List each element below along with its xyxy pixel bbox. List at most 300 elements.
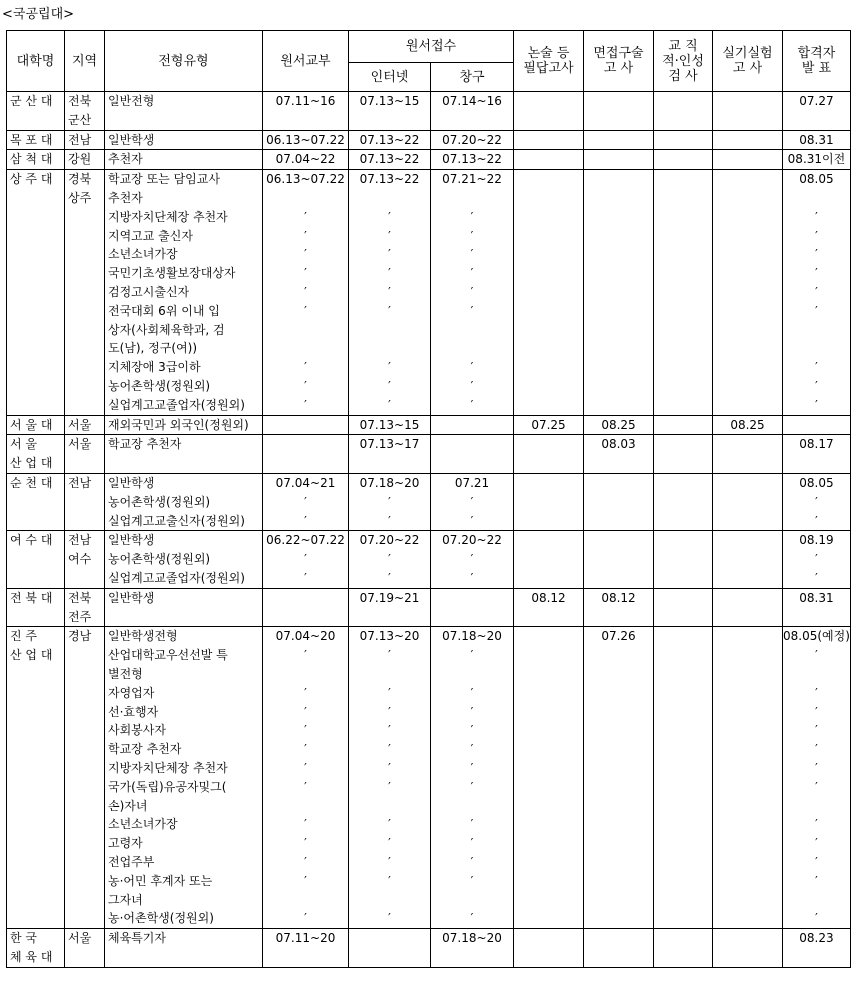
form-date-cell bbox=[263, 627, 349, 929]
cell-line: 농어촌학생(정원외) bbox=[108, 378, 211, 393]
form-date-cell bbox=[263, 92, 349, 131]
cell-line: ′ bbox=[815, 494, 818, 509]
cell-line: 전주 bbox=[68, 609, 92, 624]
essay-date-cell bbox=[514, 150, 584, 170]
cell-line: 08.12 bbox=[531, 590, 566, 605]
internet-date-cell bbox=[349, 92, 431, 131]
type-cell bbox=[105, 130, 263, 150]
cell-line: ′ bbox=[304, 779, 307, 794]
practical-date-cell bbox=[713, 531, 783, 588]
cell-line: ′ bbox=[815, 284, 818, 299]
result-date-cell bbox=[783, 531, 851, 588]
result-date-cell bbox=[783, 929, 851, 968]
internet-date-cell bbox=[349, 531, 431, 588]
type-cell bbox=[105, 415, 263, 435]
cell-line bbox=[783, 665, 850, 684]
cell-line bbox=[263, 797, 348, 816]
aptitude-date-cell bbox=[654, 170, 713, 415]
cell-line: ′ bbox=[304, 854, 307, 869]
cell-line: 07.04~22 bbox=[275, 152, 336, 167]
cell-line: 서울 bbox=[68, 931, 92, 946]
cell-line bbox=[263, 321, 348, 340]
practical-date-cell bbox=[713, 415, 783, 435]
cell-line: 여수 bbox=[68, 552, 92, 567]
cell-line: ′ bbox=[304, 378, 307, 393]
cell-line: 경북 bbox=[68, 172, 92, 187]
cell-line: ′ bbox=[304, 836, 307, 851]
university-cell bbox=[7, 415, 65, 435]
cell-line: 07.21 bbox=[454, 475, 490, 490]
cell-line: 07.13~22 bbox=[442, 152, 502, 167]
table-row bbox=[7, 150, 851, 170]
cell-line: 손)자녀 bbox=[108, 798, 148, 813]
result-date-cell bbox=[783, 627, 851, 929]
window-date-cell bbox=[431, 415, 514, 435]
aptitude-date-cell bbox=[654, 150, 713, 170]
cell-line: ′ bbox=[388, 817, 391, 832]
form-date-cell bbox=[263, 531, 349, 588]
cell-line: 07.27 bbox=[799, 94, 834, 108]
cell-line: ′ bbox=[815, 360, 818, 375]
cell-line: ′ bbox=[388, 854, 391, 869]
header-internet: 인터넷 bbox=[349, 63, 431, 92]
cell-line: ′ bbox=[815, 228, 818, 243]
cell-line: ′ bbox=[470, 817, 474, 832]
cell-line: ′ bbox=[470, 247, 474, 262]
interview-date-cell bbox=[584, 435, 654, 474]
cell-line: 07.11~16 bbox=[275, 94, 336, 108]
aptitude-date-cell bbox=[654, 130, 713, 150]
cell-line: 일반학생 bbox=[108, 533, 155, 548]
cell-line: 소년소녀가장 bbox=[108, 247, 178, 262]
region-cell bbox=[65, 92, 105, 131]
table-row bbox=[7, 473, 851, 530]
cell-line: 07.13~15 bbox=[359, 417, 420, 432]
region-cell bbox=[65, 150, 105, 170]
table-row bbox=[7, 531, 851, 588]
cell-line: ′ bbox=[470, 397, 474, 412]
cell-line: 체육특기자 bbox=[108, 931, 166, 946]
interview-date-cell bbox=[584, 473, 654, 530]
cell-line: ′ bbox=[470, 854, 474, 869]
cell-line: 실업계고교졸업자(정원외) bbox=[108, 397, 245, 412]
cell-line: 도(남), 정구(여)) bbox=[108, 341, 197, 356]
header-form-distribution: 원서교부 bbox=[263, 31, 349, 92]
internet-date-cell bbox=[349, 588, 431, 627]
cell-line: ′ bbox=[470, 284, 474, 299]
cell-line: ′ bbox=[470, 742, 474, 757]
internet-date-cell bbox=[349, 170, 431, 415]
table-row bbox=[7, 170, 851, 415]
cell-line bbox=[349, 321, 430, 340]
cell-line: 전북 bbox=[68, 590, 92, 605]
cell-line: ′ bbox=[388, 570, 391, 585]
essay-date-cell bbox=[514, 130, 584, 150]
essay-date-cell bbox=[514, 531, 584, 588]
university-cell bbox=[7, 627, 65, 929]
cell-line bbox=[431, 339, 513, 358]
cell-line bbox=[349, 797, 430, 816]
cell-line: 07.18~20 bbox=[359, 475, 420, 490]
cell-line: 08.05(예정) bbox=[783, 629, 850, 644]
cell-line: ′ bbox=[304, 228, 307, 243]
cell-line: 07.19~21 bbox=[359, 590, 420, 605]
cell-line: ′ bbox=[304, 704, 307, 719]
cell-line: 07.25 bbox=[531, 417, 566, 432]
cell-line: ′ bbox=[388, 685, 391, 700]
cell-line: ′ bbox=[304, 648, 307, 663]
cell-line: 경남 bbox=[68, 629, 92, 644]
table-row bbox=[7, 435, 851, 474]
cell-line: 06.22~07.22 bbox=[266, 533, 345, 548]
cell-line: ′ bbox=[388, 266, 391, 281]
aptitude-date-cell bbox=[654, 929, 713, 968]
cell-line: 지방자치단체장 추천자 bbox=[108, 760, 228, 775]
cell-line: ′ bbox=[470, 552, 474, 567]
cell-line: 일반학생전형 bbox=[108, 629, 178, 644]
cell-line: ′ bbox=[470, 760, 474, 775]
cell-line: ′ bbox=[304, 873, 307, 888]
practical-date-cell bbox=[713, 435, 783, 474]
cell-line bbox=[349, 665, 430, 684]
cell-line: ′ bbox=[815, 266, 818, 281]
cell-line: 서 울 bbox=[10, 437, 37, 452]
cell-line bbox=[263, 891, 348, 910]
university-cell bbox=[7, 473, 65, 530]
result-date-cell bbox=[783, 130, 851, 150]
window-date-cell bbox=[431, 130, 514, 150]
internet-date-cell bbox=[349, 150, 431, 170]
interview-date-cell bbox=[584, 531, 654, 588]
table-row bbox=[7, 627, 851, 929]
cell-line: ′ bbox=[470, 911, 474, 926]
cell-line: 순 천 대 bbox=[10, 475, 53, 490]
table-row bbox=[7, 130, 851, 150]
cell-line bbox=[431, 891, 513, 910]
cell-line: ′ bbox=[470, 303, 474, 318]
window-date-cell bbox=[431, 92, 514, 131]
aptitude-date-cell bbox=[654, 473, 713, 530]
cell-line: 08.23 bbox=[799, 931, 834, 946]
cell-line: ′ bbox=[304, 911, 307, 926]
header-interview: 면접구술 고 사 bbox=[584, 31, 654, 92]
cell-line: ′ bbox=[304, 266, 307, 281]
cell-line: 국민기초생활보장대상자 bbox=[108, 266, 236, 281]
cell-line: 07.21~22 bbox=[442, 172, 502, 187]
cell-line: ′ bbox=[815, 873, 818, 888]
internet-date-cell bbox=[349, 415, 431, 435]
cell-line: 일반학생 bbox=[108, 475, 155, 490]
aptitude-date-cell bbox=[654, 435, 713, 474]
cell-line bbox=[783, 321, 850, 340]
cell-line: ′ bbox=[388, 360, 391, 375]
cell-line: ′ bbox=[304, 817, 307, 832]
cell-line: ′ bbox=[304, 552, 307, 567]
cell-line: 한 국 bbox=[10, 931, 37, 946]
cell-line: ′ bbox=[815, 854, 818, 869]
cell-line: ′ bbox=[388, 494, 391, 509]
type-cell bbox=[105, 435, 263, 474]
cell-line: ′ bbox=[304, 494, 307, 509]
cell-line: ′ bbox=[470, 836, 474, 851]
practical-date-cell bbox=[713, 170, 783, 415]
cell-line: 07.18~20 bbox=[442, 629, 502, 644]
cell-line: 08.25 bbox=[730, 417, 765, 432]
cell-line bbox=[431, 321, 513, 340]
cell-line: ′ bbox=[815, 742, 818, 757]
admission-schedule-table bbox=[6, 30, 851, 968]
cell-line: 고령자 bbox=[108, 836, 143, 851]
interview-date-cell bbox=[584, 588, 654, 627]
cell-line: ′ bbox=[815, 817, 818, 832]
cell-line: ′ bbox=[815, 378, 818, 393]
interview-date-cell bbox=[584, 627, 654, 929]
region-cell bbox=[65, 531, 105, 588]
cell-line: ′ bbox=[470, 228, 474, 243]
cell-line: 별전형 bbox=[108, 666, 143, 681]
university-cell bbox=[7, 92, 65, 131]
cell-line: 산업대학교우선선발 특 bbox=[108, 648, 228, 663]
header-aptitude: 교 직 적·인성 검 사 bbox=[654, 31, 713, 92]
cell-line: 농·어민 후계자 또는 bbox=[108, 873, 213, 888]
cell-line: ′ bbox=[388, 513, 391, 528]
cell-line: ′ bbox=[815, 648, 818, 663]
type-cell bbox=[105, 92, 263, 131]
cell-line: 소년소녀가장 bbox=[108, 817, 178, 832]
cell-line: 07.04~21 bbox=[275, 475, 336, 490]
essay-date-cell bbox=[514, 415, 584, 435]
cell-line: 07.13~22 bbox=[359, 132, 420, 147]
cell-line: ′ bbox=[388, 873, 391, 888]
cell-line bbox=[783, 891, 850, 910]
form-date-cell bbox=[263, 150, 349, 170]
cell-line: 일반학생 bbox=[108, 590, 155, 605]
cell-line: 학교장 추천자 bbox=[108, 437, 182, 452]
type-cell bbox=[105, 531, 263, 588]
cell-line bbox=[431, 797, 513, 816]
internet-date-cell bbox=[349, 130, 431, 150]
cell-line: 08.31 bbox=[799, 132, 834, 147]
cell-line: 자영업자 bbox=[108, 685, 155, 700]
cell-line: 지역고교 출신자 bbox=[108, 228, 193, 243]
cell-line bbox=[349, 891, 430, 910]
table-row bbox=[7, 415, 851, 435]
header-practical: 실기실험 고 사 bbox=[713, 31, 783, 92]
cell-line: ′ bbox=[388, 911, 391, 926]
cell-line: ′ bbox=[815, 552, 818, 567]
internet-date-cell bbox=[349, 473, 431, 530]
interview-date-cell bbox=[584, 92, 654, 131]
cell-line bbox=[263, 665, 348, 684]
cell-line: 상 주 대 bbox=[10, 172, 53, 187]
cell-line: ′ bbox=[388, 704, 391, 719]
essay-date-cell bbox=[514, 588, 584, 627]
form-date-cell bbox=[263, 130, 349, 150]
aptitude-date-cell bbox=[654, 627, 713, 929]
practical-date-cell bbox=[713, 588, 783, 627]
window-date-cell bbox=[431, 929, 514, 968]
cell-line: ′ bbox=[470, 685, 474, 700]
cell-line: 08.31 bbox=[799, 590, 834, 605]
window-date-cell bbox=[431, 170, 514, 415]
university-cell bbox=[7, 435, 65, 474]
aptitude-date-cell bbox=[654, 92, 713, 131]
cell-line: 08.25 bbox=[601, 417, 636, 432]
cell-line: ′ bbox=[388, 397, 391, 412]
cell-line: 07.11~20 bbox=[275, 931, 336, 946]
internet-date-cell bbox=[349, 435, 431, 474]
cell-line: ′ bbox=[304, 397, 307, 412]
form-date-cell bbox=[263, 473, 349, 530]
cell-line: 전북 bbox=[68, 94, 92, 108]
type-cell bbox=[105, 588, 263, 627]
cell-line bbox=[431, 665, 513, 684]
cell-line: 농어촌학생(정원외) bbox=[108, 494, 211, 509]
cell-line: ′ bbox=[388, 228, 391, 243]
header-type: 전형유형 bbox=[105, 31, 263, 92]
cell-line: ′ bbox=[815, 836, 818, 851]
cell-line: ′ bbox=[470, 570, 474, 585]
cell-line: ′ bbox=[470, 648, 474, 663]
cell-line: 전남 bbox=[68, 533, 92, 548]
cell-line: ′ bbox=[388, 284, 391, 299]
university-cell bbox=[7, 531, 65, 588]
cell-line: ′ bbox=[388, 209, 391, 224]
header-application: 원서접수 bbox=[349, 31, 514, 63]
region-cell bbox=[65, 130, 105, 150]
cell-line: ′ bbox=[388, 552, 391, 567]
cell-line: 07.26 bbox=[601, 629, 636, 644]
cell-line: ′ bbox=[815, 209, 818, 224]
cell-line: 08.12 bbox=[601, 590, 636, 605]
cell-line: 전국대회 6위 이내 입 bbox=[108, 303, 220, 318]
cell-line: ′ bbox=[815, 247, 818, 262]
cell-line: ′ bbox=[470, 723, 474, 738]
cell-line: 진 주 bbox=[10, 629, 37, 644]
header-region: 지역 bbox=[65, 31, 105, 92]
window-date-cell bbox=[431, 531, 514, 588]
cell-line bbox=[783, 797, 850, 816]
cell-line: 산 업 대 bbox=[10, 456, 53, 471]
cell-line: 사회봉사자 bbox=[108, 723, 166, 738]
cell-line: ′ bbox=[470, 494, 474, 509]
cell-line: ′ bbox=[815, 303, 818, 318]
cell-line: 07.18~20 bbox=[442, 931, 502, 946]
essay-date-cell bbox=[514, 435, 584, 474]
university-cell bbox=[7, 150, 65, 170]
cell-line: ′ bbox=[815, 911, 818, 926]
cell-line: ′ bbox=[815, 779, 818, 794]
table-row bbox=[7, 92, 851, 131]
header-result: 합격자 발 표 bbox=[783, 31, 851, 92]
interview-date-cell bbox=[584, 170, 654, 415]
header-university: 대학명 bbox=[7, 31, 65, 92]
practical-date-cell bbox=[713, 130, 783, 150]
practical-date-cell bbox=[713, 150, 783, 170]
cell-line: 학교장 추천자 bbox=[108, 742, 182, 757]
cell-line: 07.13~20 bbox=[359, 629, 420, 644]
cell-line: 여 수 대 bbox=[10, 533, 53, 548]
cell-line: ′ bbox=[388, 760, 391, 775]
type-cell bbox=[105, 150, 263, 170]
cell-line: 강원 bbox=[68, 152, 92, 167]
region-cell bbox=[65, 627, 105, 929]
cell-line bbox=[349, 189, 430, 208]
cell-line: 07.04~20 bbox=[275, 629, 336, 644]
cell-line: ′ bbox=[815, 397, 818, 412]
cell-line: 07.20~22 bbox=[442, 533, 502, 548]
result-date-cell bbox=[783, 170, 851, 415]
cell-line: ′ bbox=[815, 570, 818, 585]
type-cell bbox=[105, 473, 263, 530]
cell-line: ′ bbox=[388, 779, 391, 794]
cell-line: 08.19 bbox=[799, 533, 834, 548]
result-date-cell bbox=[783, 92, 851, 131]
region-cell bbox=[65, 435, 105, 474]
cell-line: 농·어촌학생(정원외) bbox=[108, 911, 214, 926]
cell-line: 08.05 bbox=[799, 172, 834, 187]
result-date-cell bbox=[783, 415, 851, 435]
window-date-cell bbox=[431, 588, 514, 627]
region-cell bbox=[65, 473, 105, 530]
cell-line: 검정고시출신자 bbox=[108, 284, 190, 299]
cell-line: 체 육 대 bbox=[10, 949, 53, 964]
form-date-cell bbox=[263, 929, 349, 968]
university-cell bbox=[7, 170, 65, 415]
cell-line: 재외국민과 외국인(정원외) bbox=[108, 417, 249, 432]
cell-line: 지방자치단체장 추천자 bbox=[108, 209, 228, 224]
cell-line bbox=[783, 189, 850, 208]
cell-line: 07.20~22 bbox=[442, 132, 502, 147]
cell-line: 08.05 bbox=[799, 475, 834, 490]
cell-line bbox=[263, 189, 348, 208]
cell-line: ′ bbox=[388, 648, 391, 663]
cell-line: ′ bbox=[470, 378, 474, 393]
cell-line bbox=[263, 339, 348, 358]
table-row bbox=[7, 588, 851, 627]
cell-line: ′ bbox=[304, 742, 307, 757]
cell-line: 07.13~17 bbox=[359, 437, 420, 452]
cell-line: 군 산 대 bbox=[10, 94, 53, 108]
university-cell bbox=[7, 929, 65, 968]
cell-line: ′ bbox=[304, 247, 307, 262]
cell-line: 일반학생 bbox=[108, 132, 155, 147]
cell-line: ′ bbox=[304, 209, 307, 224]
essay-date-cell bbox=[514, 92, 584, 131]
interview-date-cell bbox=[584, 130, 654, 150]
type-cell bbox=[105, 627, 263, 929]
internet-date-cell bbox=[349, 929, 431, 968]
interview-date-cell bbox=[584, 150, 654, 170]
cell-line: ′ bbox=[388, 247, 391, 262]
cell-line: ′ bbox=[470, 513, 474, 528]
cell-line: 실업계고교졸업자(정원외) bbox=[108, 570, 245, 585]
region-cell bbox=[65, 170, 105, 415]
type-cell bbox=[105, 929, 263, 968]
interview-date-cell bbox=[584, 415, 654, 435]
cell-line: ′ bbox=[304, 570, 307, 585]
table-row bbox=[7, 929, 851, 968]
cell-line: 선·효행자 bbox=[108, 704, 159, 719]
region-cell bbox=[65, 588, 105, 627]
cell-line: 일반전형 bbox=[108, 94, 155, 108]
cell-line: ′ bbox=[470, 360, 474, 375]
cell-line: ′ bbox=[304, 360, 307, 375]
cell-line: 07.13~22 bbox=[359, 172, 420, 187]
cell-line: ′ bbox=[388, 836, 391, 851]
cell-line: 추천자 bbox=[108, 190, 143, 205]
cell-line: 서 울 대 bbox=[10, 417, 53, 432]
